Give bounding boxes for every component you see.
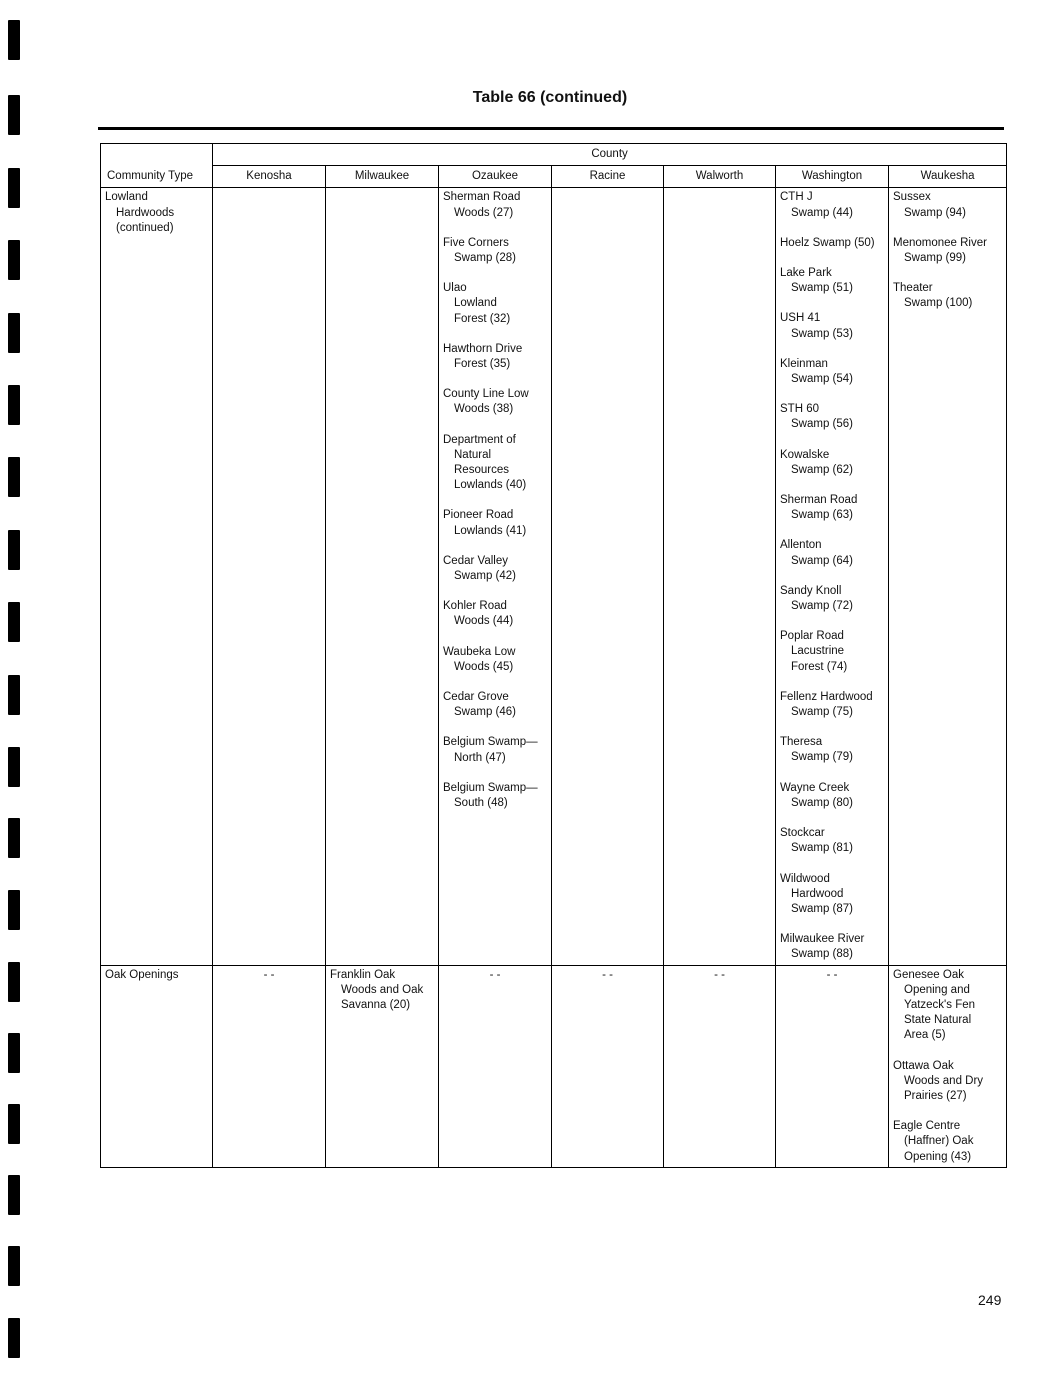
site-entry-line: Fellenz Hardwood bbox=[780, 690, 873, 703]
site-entry-line: Franklin Oak bbox=[330, 968, 396, 981]
site-entry-line: Woods and Oak bbox=[341, 983, 424, 996]
site-entry-line: Swamp (99) bbox=[904, 252, 966, 265]
site-entry-line: Forest (74) bbox=[791, 660, 848, 673]
community-type-line: Hardwoods bbox=[116, 206, 175, 219]
site-entry bbox=[780, 781, 884, 811]
site-entry-line: CTH J bbox=[780, 191, 813, 204]
site-entry-line: Theresa bbox=[780, 736, 823, 749]
site-entry-line: Woods (38) bbox=[454, 403, 514, 416]
site-entry bbox=[443, 387, 547, 417]
site-entry-line: Forest (35) bbox=[454, 358, 511, 371]
county-group-header: County bbox=[213, 144, 1007, 166]
site-entry-line: Forest (32) bbox=[454, 312, 511, 325]
site-entry-line: County Line Low bbox=[443, 388, 529, 401]
cell-waukesha bbox=[889, 188, 1007, 965]
site-entry-line: Natural bbox=[454, 448, 492, 461]
site-entry-line: Genesee Oak bbox=[893, 968, 964, 981]
site-entry bbox=[780, 493, 884, 523]
site-entry-line: Waubeka Low bbox=[443, 645, 516, 658]
site-entry-line: Poplar Road bbox=[780, 630, 844, 643]
site-entry-line: Cedar Valley bbox=[443, 554, 508, 567]
community-type-cell bbox=[101, 188, 213, 965]
site-entry-line: Kleinman bbox=[780, 357, 828, 370]
site-entry-line: Swamp (72) bbox=[791, 600, 853, 613]
site-entry-line: Woods and Dry bbox=[904, 1074, 984, 1087]
site-entry-line: Sussex bbox=[893, 191, 931, 204]
cell-walworth bbox=[664, 188, 776, 965]
site-entry-line: Yatzeck's Fen bbox=[904, 998, 976, 1011]
site-entry-line: Opening (43) bbox=[904, 1150, 972, 1163]
site-entry-line: Swamp (56) bbox=[791, 418, 853, 431]
site-entry-line: Hoelz Swamp (50) bbox=[780, 236, 875, 249]
site-entry bbox=[893, 236, 1002, 266]
site-entry-line: Hawthorn Drive bbox=[443, 342, 523, 355]
county-header-walworth: Walworth bbox=[664, 166, 776, 188]
site-entry bbox=[780, 190, 884, 220]
county-header-racine: Racine bbox=[552, 166, 664, 188]
community-type-cell bbox=[101, 965, 213, 1167]
site-entry-line: Prairies (27) bbox=[904, 1089, 967, 1102]
site-entry-line: Lake Park bbox=[780, 267, 832, 280]
site-entry bbox=[780, 735, 884, 765]
site-entry bbox=[780, 584, 884, 614]
site-entry-line: Wildwood bbox=[780, 872, 830, 885]
site-entry bbox=[443, 190, 547, 220]
site-entry bbox=[443, 554, 547, 584]
site-entry-line: Cedar Grove bbox=[443, 691, 509, 704]
site-entry bbox=[443, 690, 547, 720]
site-entry-line: State Natural bbox=[904, 1014, 972, 1027]
site-entry-line: Lowlands (41) bbox=[454, 524, 527, 537]
site-entry-line: Swamp (88) bbox=[791, 948, 853, 961]
site-entry-line: Swamp (64) bbox=[791, 554, 853, 567]
site-entry-line: Swamp (94) bbox=[904, 206, 966, 219]
site-entry-line: Sherman Road bbox=[443, 191, 521, 204]
site-entry-line: Woods (27) bbox=[454, 206, 514, 219]
site-entry bbox=[443, 781, 547, 811]
site-entry bbox=[780, 236, 884, 251]
community-type-line: Oak Openings bbox=[105, 968, 179, 981]
empty-cell-racine: - - bbox=[552, 965, 664, 1167]
site-entry bbox=[893, 1119, 1002, 1165]
site-entry-line: Five Corners bbox=[443, 236, 509, 249]
site-entry-line: Swamp (53) bbox=[791, 327, 853, 340]
county-header-washington: Washington bbox=[776, 166, 889, 188]
cell-milwaukee bbox=[326, 188, 439, 965]
site-entry-line: Swamp (63) bbox=[791, 509, 853, 522]
site-entry-line: Swamp (44) bbox=[791, 206, 853, 219]
cell-racine bbox=[552, 188, 664, 965]
site-entry-line: USH 41 bbox=[780, 312, 821, 325]
site-entry-line: Stockcar bbox=[780, 827, 825, 840]
site-entry-line: Hardwood bbox=[791, 887, 844, 900]
cell-washington bbox=[776, 188, 889, 965]
empty-cell-ozaukee: - - bbox=[439, 965, 552, 1167]
site-entry-line: Lacustrine bbox=[791, 645, 845, 658]
site-entry-line: Woods (45) bbox=[454, 660, 514, 673]
site-entry-line: Allenton bbox=[780, 539, 822, 552]
site-entry bbox=[780, 872, 884, 918]
site-entry-line: Belgium Swamp— bbox=[443, 781, 538, 794]
site-entry-line: Lowlands (40) bbox=[454, 479, 527, 492]
site-entry-line: Opening and bbox=[904, 983, 970, 996]
site-entry-line: Pioneer Road bbox=[443, 509, 514, 522]
table-header bbox=[101, 144, 1007, 188]
site-entry bbox=[893, 190, 1002, 220]
cell-ozaukee bbox=[439, 188, 552, 965]
site-entry bbox=[443, 236, 547, 266]
site-entry bbox=[443, 735, 547, 765]
site-entry bbox=[893, 1059, 1002, 1105]
site-entry bbox=[780, 357, 884, 387]
header-row-group bbox=[101, 144, 1007, 166]
site-entry bbox=[780, 932, 884, 962]
site-entry-line: Ottawa Oak bbox=[893, 1059, 954, 1072]
empty-cell-washington: - - bbox=[776, 965, 889, 1167]
table-row bbox=[101, 188, 1007, 965]
site-entry bbox=[780, 402, 884, 432]
site-entry-line: Swamp (54) bbox=[791, 373, 853, 386]
site-entry-line: Swamp (42) bbox=[454, 570, 516, 583]
empty-cell-walworth: - - bbox=[664, 965, 776, 1167]
table-row bbox=[101, 965, 1007, 1167]
site-entry-line: Belgium Swamp— bbox=[443, 736, 538, 749]
site-entry-line: Resources bbox=[454, 464, 509, 477]
site-entry-line: Savanna (20) bbox=[341, 998, 411, 1011]
site-entry-line: Kowalske bbox=[780, 448, 830, 461]
site-entry bbox=[780, 311, 884, 341]
data-table bbox=[100, 143, 1007, 1168]
header-row-columns bbox=[101, 166, 1007, 188]
site-entry-line: Swamp (81) bbox=[791, 842, 853, 855]
site-entry-line: Menomonee River bbox=[893, 236, 987, 249]
site-entry bbox=[780, 690, 884, 720]
community-type-line: (continued) bbox=[116, 221, 174, 234]
site-entry-line: Sherman Road bbox=[780, 494, 858, 507]
site-entry bbox=[443, 433, 547, 494]
county-header-milwaukee: Milwaukee bbox=[326, 166, 439, 188]
site-entry bbox=[780, 826, 884, 856]
site-entry bbox=[780, 538, 884, 568]
site-entry bbox=[330, 968, 434, 1014]
county-header-waukesha: Waukesha bbox=[889, 166, 1007, 188]
page-number: 249 bbox=[978, 1292, 1002, 1308]
site-entry-line: Area (5) bbox=[904, 1029, 946, 1042]
site-entry bbox=[443, 599, 547, 629]
site-entry-line: Swamp (62) bbox=[791, 463, 853, 476]
table-title: Table 66 (continued) bbox=[472, 89, 628, 106]
site-entry-line: STH 60 bbox=[780, 403, 819, 416]
site-entry-line: South (48) bbox=[454, 797, 508, 810]
site-entry-line: North (47) bbox=[454, 751, 506, 764]
site-entry-line: (Haffner) Oak bbox=[904, 1135, 974, 1148]
site-entry-line: Swamp (75) bbox=[791, 706, 853, 719]
site-entry bbox=[893, 968, 1002, 1044]
empty-cell-kenosha: - - bbox=[213, 965, 326, 1167]
site-entry-line: Sandy Knoll bbox=[780, 584, 842, 597]
site-entry-line: Swamp (28) bbox=[454, 252, 516, 265]
site-entry-line: Department of bbox=[443, 433, 516, 446]
site-entry bbox=[443, 281, 547, 327]
header-blank bbox=[101, 144, 213, 166]
title-rule bbox=[98, 127, 1004, 130]
cell-waukesha bbox=[889, 965, 1007, 1167]
site-entry-line: Swamp (80) bbox=[791, 796, 853, 809]
site-entry-line: Ulao bbox=[443, 282, 467, 295]
site-entry bbox=[443, 645, 547, 675]
site-entry-line: Theater bbox=[893, 282, 933, 295]
site-entry-line: Kohler Road bbox=[443, 600, 507, 613]
site-entry-line: Woods (44) bbox=[454, 615, 514, 628]
site-entry bbox=[443, 508, 547, 538]
site-entry bbox=[443, 342, 547, 372]
site-entry-line: Swamp (100) bbox=[904, 297, 973, 310]
site-entry bbox=[780, 266, 884, 296]
site-entry-line: Wayne Creek bbox=[780, 781, 850, 794]
site-entry-line: Milwaukee River bbox=[780, 933, 865, 946]
site-entry-line: Eagle Centre bbox=[893, 1120, 961, 1133]
site-entry bbox=[780, 629, 884, 675]
site-entry-line: Swamp (87) bbox=[791, 902, 853, 915]
county-header-ozaukee: Ozaukee bbox=[439, 166, 552, 188]
site-entry-line: Swamp (51) bbox=[791, 282, 853, 295]
site-entry bbox=[893, 281, 1002, 311]
site-entry-line: Swamp (79) bbox=[791, 751, 853, 764]
site-entry-line: Swamp (46) bbox=[454, 706, 516, 719]
table-body bbox=[101, 188, 1007, 1167]
community-type-line: Lowland bbox=[105, 191, 148, 204]
cell-milwaukee bbox=[326, 965, 439, 1167]
community-type-header: Community Type bbox=[101, 166, 213, 188]
cell-kenosha bbox=[213, 188, 326, 965]
county-header-kenosha: Kenosha bbox=[213, 166, 326, 188]
site-entry-line: Lowland bbox=[454, 297, 497, 310]
site-entry bbox=[780, 448, 884, 478]
